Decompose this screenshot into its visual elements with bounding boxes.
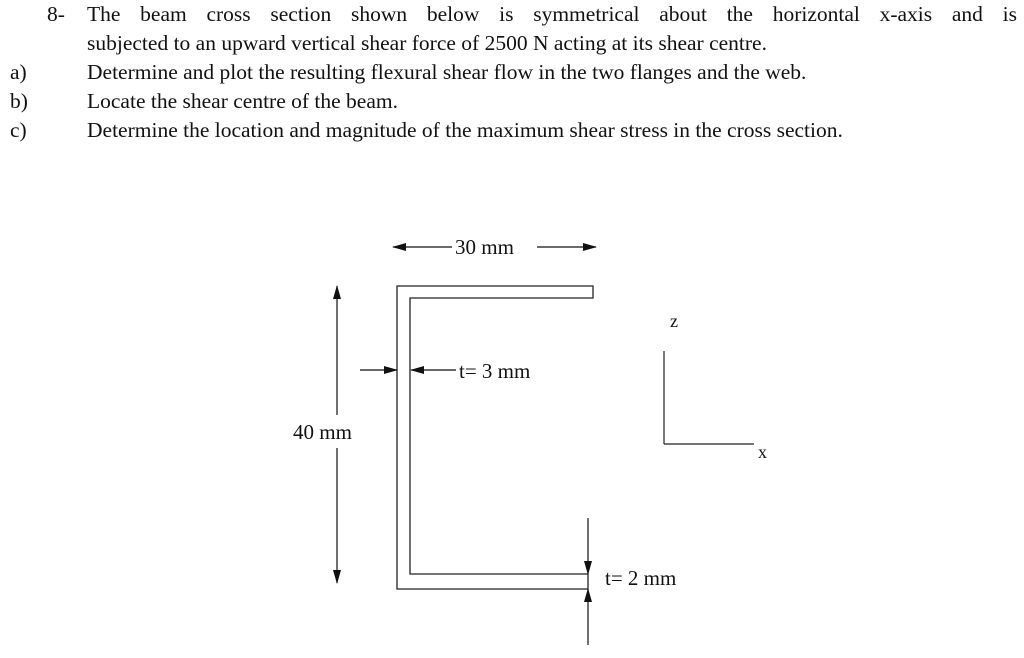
problem-number: 8- [47, 2, 65, 26]
problem-intro-line-2: subjected to an upward vertical shear force of 2500 N acting at its shear centre. [87, 31, 767, 55]
part-a-label: a) [10, 60, 27, 84]
part-c-text: Determine the location and magnitude of the maximum shear stress in the cross section. [87, 118, 843, 142]
part-c-label: c) [10, 118, 27, 142]
web-thickness-label: t= 3 mm [459, 359, 531, 383]
problem-intro-line-1: The beam cross section shown below is symmetrical about the horizontal x-axis and is [87, 2, 1017, 26]
height-dim-label: 40 mm [293, 420, 352, 444]
part-a-text: Determine and plot the resulting flexural shear flow in the two flanges and the web. [87, 60, 807, 84]
flange-thickness-label: t= 2 mm [605, 566, 677, 590]
part-b-text: Locate the shear centre of the beam. [87, 89, 398, 113]
x-axis-label: x [758, 442, 767, 462]
width-dim-label: 30 mm [455, 235, 514, 259]
part-b-label: b) [10, 89, 28, 113]
z-axis-label: z [670, 311, 678, 331]
channel-outline [397, 286, 593, 589]
